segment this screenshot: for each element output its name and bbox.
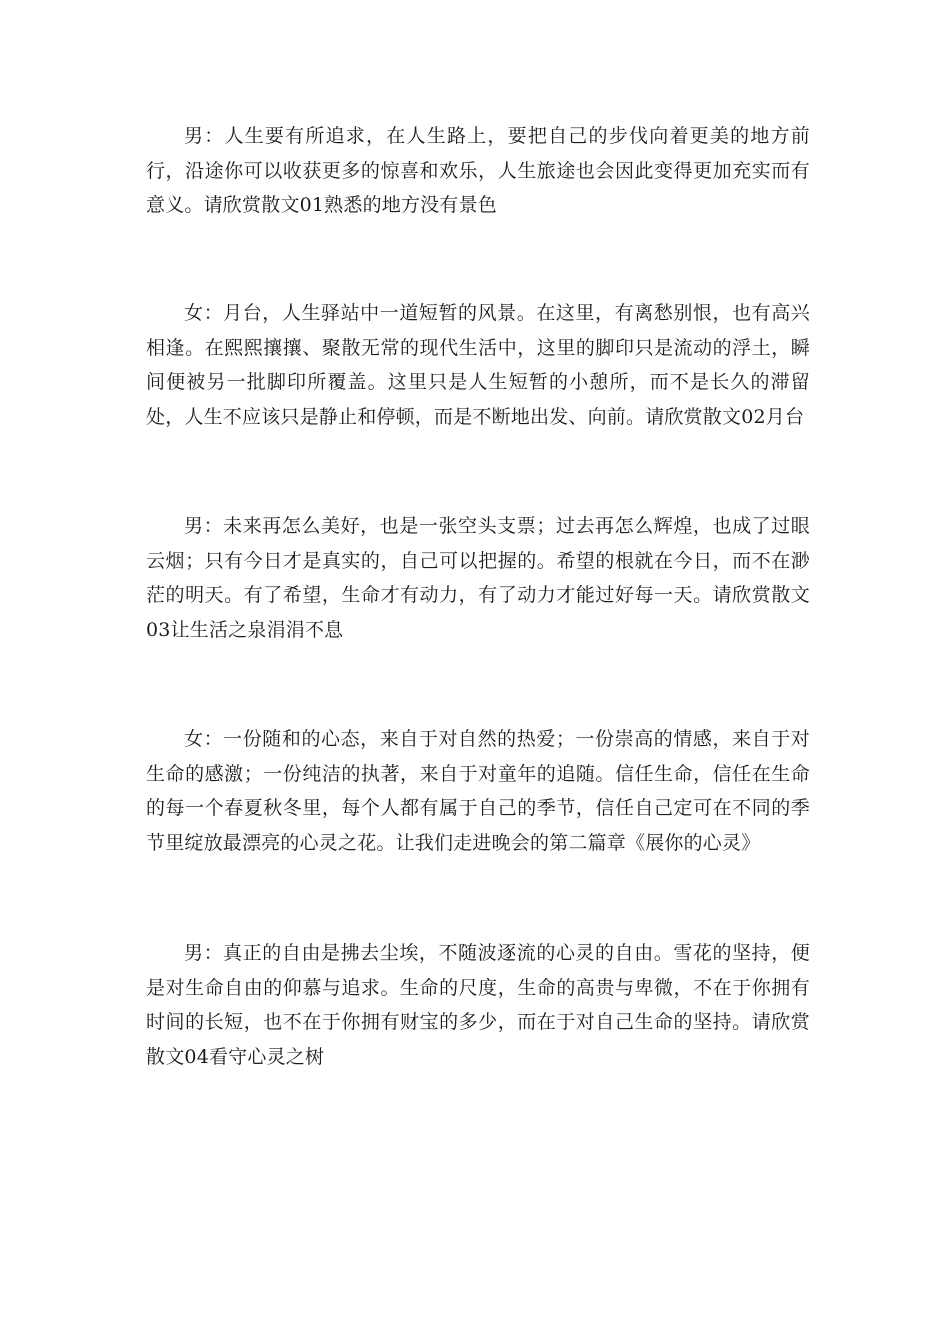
paragraph-male-2: 男：未来再怎么美好，也是一张空头支票；过去再怎么辉煌，也成了过眼云烟；只有今日才是真实的，自己可以把握的。希望的根就在今日，而不在渺茫的明天。有了希望，生命才有动力，有了动力才能过好每一天。请欣赏散文03让生活之泉涓涓不息 [146,515,810,641]
paragraph-male-3: 男：真正的自由是拂去尘埃，不随波逐流的心灵的自由。雪花的坚持，便是对生命自由的仰慕与追求。生命的尺度，生命的高贵与卑微，不在于你拥有时间的长短，也不在于你拥有财宝的多少，而在于对自己生命的坚持。请欣赏散文04看守心灵之树 [146,942,810,1068]
paragraph-female-2: 女：一份随和的心态，来自于对自然的热爱；一份崇高的情感，来自于对生命的感激；一份纯洁的执著，来自于对童年的追随。信任生命，信任在生命的每一个春夏秋冬里，每个人都有属于自己的季节，信任自己定可在不同的季节里绽放最漂亮的心灵之花。让我们走进晚会的第二篇章《展你的心灵》 [146,728,810,854]
paragraph-male-1: 男：人生要有所追求，在人生路上，要把自己的步伐向着更美的地方前行，沿途你可以收获更多的惊喜和欢乐，人生旅途也会因此变得更加充实而有意义。请欣赏散文01熟悉的地方没有景色 [146,125,810,216]
paragraph-female-1: 女：月台，人生驿站中一道短暂的风景。在这里，有离愁别恨，也有高兴相逢。在熙熙攘攘、聚散无常的现代生活中，这里的脚印只是流动的浮土，瞬间便被另一批脚印所覆盖。这里只是人生短暂的小憩所，而不是长久的滞留处，人生不应该只是静止和停顿，而是不断地出发、向前。请欣赏散文02月台 [146,302,810,428]
